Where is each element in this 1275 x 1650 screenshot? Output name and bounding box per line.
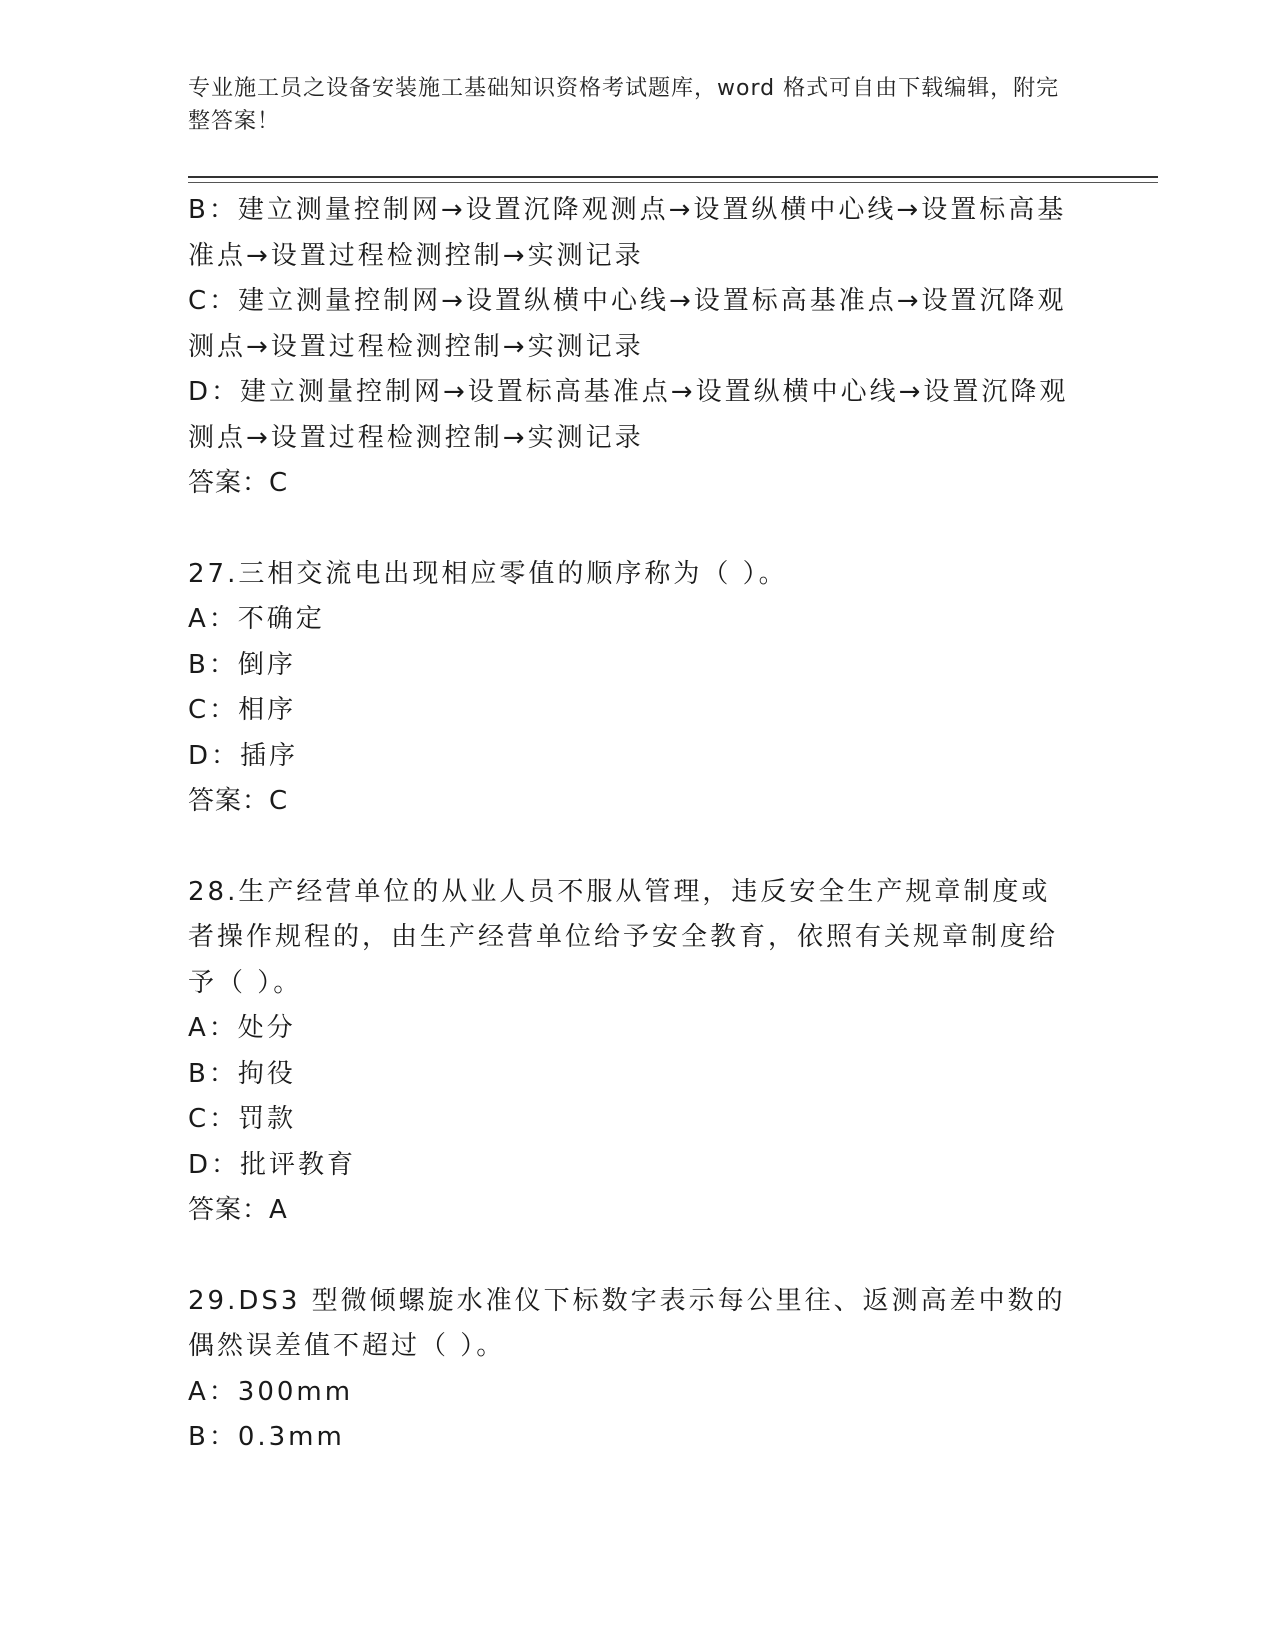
header-divider-thin <box>188 182 1158 183</box>
document-header: 专业施工员之设备安装施工基础知识资格考试题库，word 格式可自由下载编辑，附完整答案！ <box>188 76 1060 134</box>
header-divider-thick <box>188 176 1158 178</box>
spacer <box>188 825 1078 870</box>
question-block-29 <box>188 1279 1078 1461</box>
option-b: B：建立测量控制网→设置沉降观测点→设置纵横中心线→设置标高基准点→设置过程检测控制→实测记录 <box>188 195 1067 271</box>
option-d: D：建立测量控制网→设置标高基准点→设置纵横中心线→设置沉降观测点→设置过程检测控制→实测记录 <box>188 377 1069 453</box>
option-a: A：300mm <box>188 1376 354 1407</box>
question-block-28 <box>188 870 1078 1234</box>
option-d: D：插序 <box>188 740 299 771</box>
option-c: C：罚款 <box>188 1104 297 1134</box>
option-c: C：相序 <box>188 695 297 725</box>
spacer <box>188 507 1078 552</box>
option-a: A：处分 <box>188 1013 296 1043</box>
answer-line: 答案：A <box>188 1195 288 1225</box>
option-b: B：拘役 <box>188 1058 296 1089</box>
question-block-27 <box>188 552 1078 825</box>
question-stem: 28.生产经营单位的从业人员不服从管理，违反安全生产规章制度或者操作规程的，由生产经营单位给予安全教育，依照有关规章制度给予（ ）。 <box>188 876 1059 998</box>
spacer <box>188 1234 1078 1279</box>
option-d: D：批评教育 <box>188 1149 357 1180</box>
option-c: C：建立测量控制网→设置纵横中心线→设置标高基准点→设置沉降观测点→设置过程检测控制→实测记录 <box>188 286 1067 362</box>
option-b: B：倒序 <box>188 649 296 680</box>
option-b: B：0.3mm <box>188 1422 345 1452</box>
option-a: A：不确定 <box>188 604 325 634</box>
answer-line: 答案：C <box>188 468 289 498</box>
document-body <box>188 188 1078 1461</box>
answer-line: 答案：C <box>188 786 289 816</box>
question-stem: 27.三相交流电出现相应零值的顺序称为（ ）。 <box>188 558 788 589</box>
question-block-continued <box>188 188 1078 507</box>
question-stem: 29.DS3 型微倾螺旋水准仪下标数字表示每公里往、返测高差中数的偶然误差值不超过（ ）。 <box>188 1285 1066 1361</box>
